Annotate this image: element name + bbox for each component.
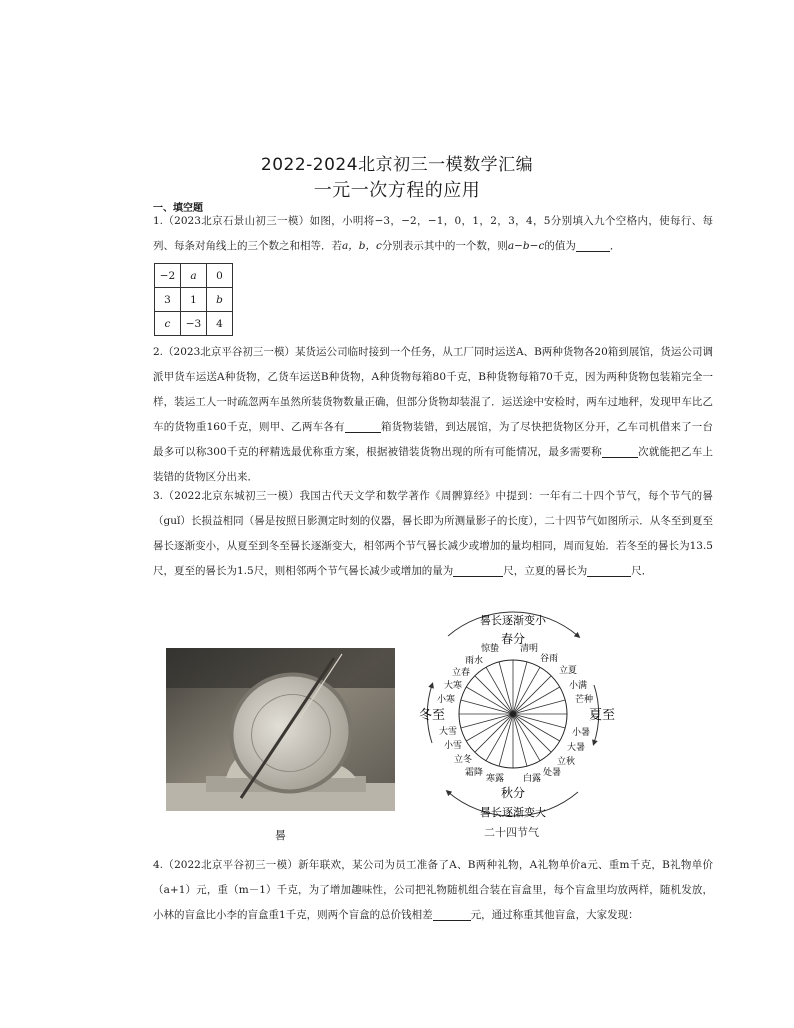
solar-term-label: 处暑 [542, 768, 562, 778]
solar-term-label: 小雪 [443, 741, 463, 751]
question-4 [153, 853, 713, 928]
solar-term-label: 惊蛰 [480, 644, 500, 654]
solar-term-label: 白露 [522, 774, 542, 784]
solar-term-label: 立秋 [556, 757, 576, 767]
center-dot [510, 711, 516, 717]
q4-text: 4.（2022北京平谷初三一模）新年联欢，某公司为员工准备了A、B两种礼物，A礼物单价a元、重m千克，B礼物单价（a+1）元，重（m－1）千克，为了增加趣味性，公司把礼物随机组合装在盲盒里，每个盲盒里均放两样，随机发放，小林的盲盒比小李的盲盒重1千克，则两个盲盒的总价钱相差 [153, 859, 713, 921]
q1-end: ． [609, 240, 621, 252]
q2-text: 2.（2023北京平谷初三一模）某货运公司临时接到一个任务，从工厂同时运送A、B两种货物各20箱到展馆，货运公司调派甲货车运送A种货物，乙货车运送B种货物，A种货物每箱80千克，B种货物每箱70千克，因为两种货物包装箱完全一样，装运工人一时疏忽两车虽然所装货物数量正确，但部分货物却装混了．运送途中安检时，两车过地秤，发现甲车比乙车的货物重160千克，则甲、乙两车各有 [153, 346, 713, 433]
solar-term-label: 霜降 [464, 768, 484, 778]
term-chunfen: 春分 [500, 632, 526, 646]
solar-term-label: 大暑 [566, 743, 586, 753]
q1-vars: a，b，c [342, 240, 382, 252]
grid-cell: 1 [181, 288, 207, 312]
grid-cell: 0 [207, 264, 233, 288]
q2-text3: 次就能把乙车上装错的货物区分出来． [153, 446, 713, 483]
grid-cell: b [207, 288, 233, 312]
caption-sundial: 晷 [275, 829, 286, 842]
document-subtitle: 一元一次方程的应用 [313, 180, 481, 201]
grid-cell: 3 [155, 288, 181, 312]
label-bottom: 晷长逐渐变大 [480, 806, 546, 819]
answer-blank [433, 908, 471, 921]
q1-text3: 的值为 [544, 240, 576, 252]
grid-cell: a [181, 264, 207, 288]
solar-term-label: 谷雨 [539, 654, 559, 664]
solar-term-label: 大寒 [443, 681, 463, 691]
solar-term-label: 小暑 [571, 728, 591, 738]
term-xiazhi: 夏至 [588, 708, 616, 723]
solar-term-label: 雨水 [464, 656, 484, 666]
q2-text2: 箱货物装错，到达展馆，为了尽快把货物区分开，乙车司机借来了一台最多可以称300千克的秤精选最优称重方案，根据被错装货物出现的所有可能情况，最多需要称 [153, 421, 713, 458]
section-heading: 一、填空题 [153, 203, 203, 214]
solar-term-label: 立夏 [558, 666, 578, 676]
solar-term-label: 小寒 [436, 695, 456, 705]
solar-term-label: 清明 [519, 644, 539, 654]
term-dongzhi: 冬至 [418, 708, 446, 723]
grid-cell: c [155, 312, 181, 336]
grid-cell: 4 [207, 312, 233, 336]
solar-term-label: 大雪 [438, 727, 458, 737]
grid-cell: −2 [155, 264, 181, 288]
term-qiufen: 秋分 [500, 786, 526, 800]
q3-text: 3.（2022北京东城初三一模）我国古代天文学和数学著作《周髀算经》中提到：一年有二十四个节气，每个节气的晷（guǐ）长损益相同（晷是按照日影测定时刻的仪器，晷长即为所测量影子的长度），二十四节气如图所示．从冬至到夏至晷长逐渐变小，从夏至到冬至晷长逐渐变大，相邻两个节气晷长减少或增加的量均相同，周而复始．若冬至的晷长为13.5尺，夏至的晷长为1.5尺，则相邻两个节气晷长减少或增加的量为 [153, 490, 713, 577]
solar-term-label: 立春 [451, 668, 471, 678]
q1-text: 1.（2023北京石景山初三一模）如图，小明将−3，−2，−1，0，1，2，3，4，5分别填入九个空格内，使每行、每列、每条对角线上的三个数之和相等．若 [153, 215, 713, 252]
q3-text3: 尺． [631, 565, 653, 577]
solar-term-label: 小满 [568, 681, 588, 691]
document-title: 2022-2024北京初三一模数学汇编 [260, 155, 534, 175]
solar-term-label: 芒种 [574, 695, 594, 705]
q3-text2: 尺，立夏的晷长为 [503, 565, 588, 577]
caption-solar-terms: 二十四节气 [484, 826, 539, 839]
q1-text2: 分别表示其中的一个数，则 [381, 240, 508, 252]
solar-term-label: 立冬 [453, 755, 473, 765]
q4-text2: 元，通过称重其他盲盒，大家发现： [470, 909, 639, 921]
solar-term-label: 寒露 [485, 774, 505, 784]
label-top: 晷长逐渐变小 [480, 614, 546, 627]
grid-cell: −3 [181, 312, 207, 336]
q1-expr: a−b−c [507, 240, 545, 252]
